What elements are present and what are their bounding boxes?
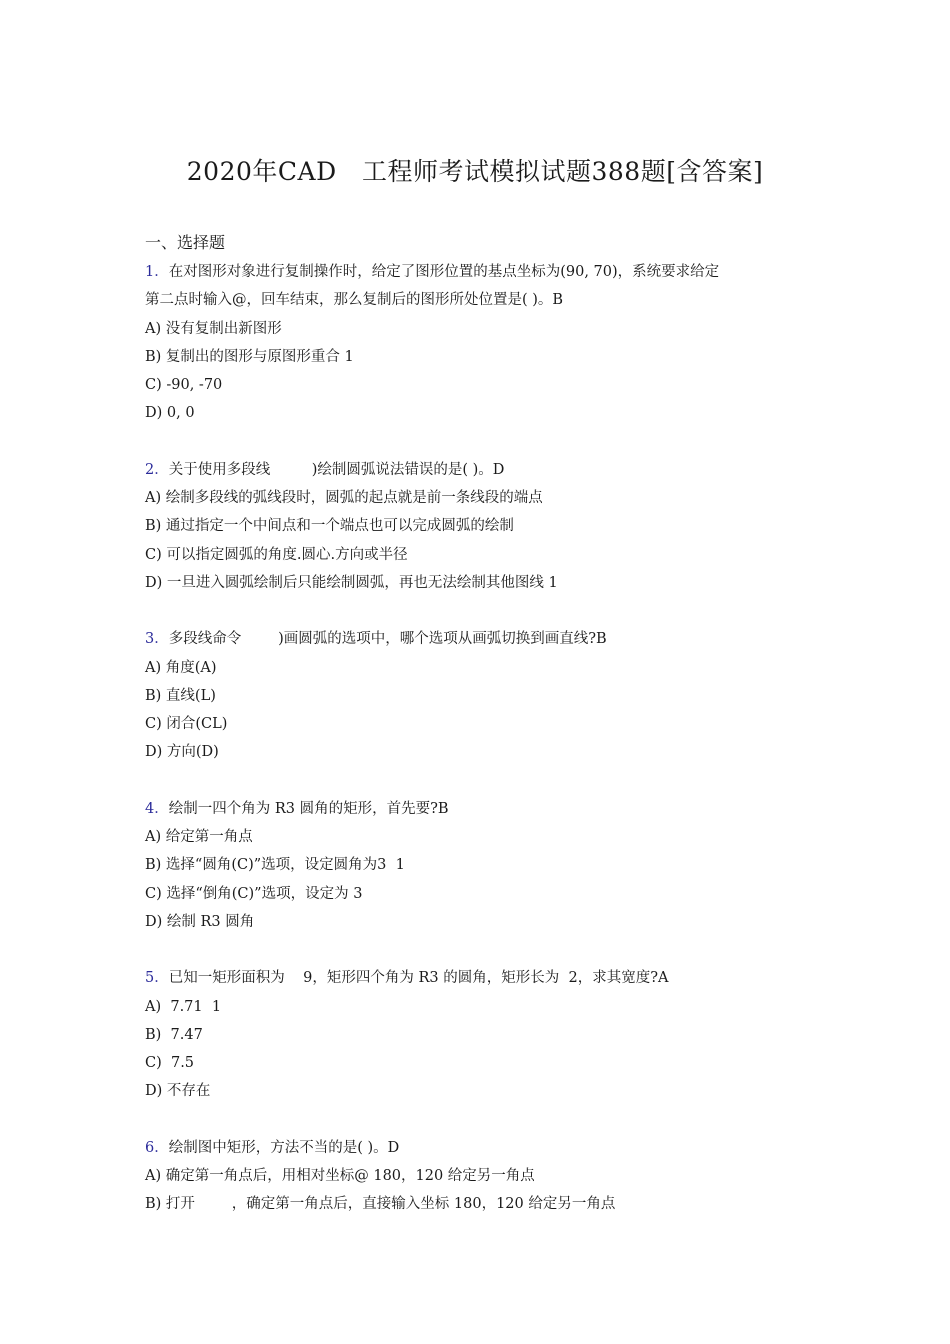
option-b: B) 通过指定一个中间点和一个端点也可以完成圆弧的绘制: [145, 518, 514, 535]
question-number: 2．: [145, 461, 169, 478]
question-stem: [145, 625, 825, 653]
question-4: [145, 795, 825, 936]
option-c: C) 可以指定圆弧的角度.圆心.方向或半径: [145, 546, 408, 563]
question-stem: [145, 456, 825, 484]
option-a: A) 角度(A): [145, 659, 217, 676]
option-b: B) 选择“圆角(C)”选项，设定圆角为3 1: [145, 857, 405, 874]
option-d: D) 绘制 R3 圆角: [145, 913, 255, 930]
question-stem: [145, 795, 825, 823]
option-d: D) 一旦进入圆弧绘制后只能绘制圆弧，再也无法绘制其他图线 1: [145, 574, 558, 591]
question-number: 4．: [145, 800, 169, 817]
option-a: A) 确定第一角点后，用相对坐标@ 180，120 给定另一角点: [145, 1168, 535, 1185]
option-a: A) 给定第一角点: [145, 829, 253, 846]
question-3: [145, 625, 825, 766]
option-a: A) 没有复制出新图形: [145, 320, 282, 337]
option-b: B) 复制出的图形与原图形重合 1: [145, 348, 354, 365]
question-1: [145, 258, 825, 428]
option-d: D) 不存在: [145, 1083, 211, 1100]
question-number: 5．: [145, 970, 169, 987]
question-2: [145, 456, 825, 597]
option-d: D) 方向(D): [145, 744, 219, 761]
question-text: 关于使用多段线 )绘制圆弧说法错误的是( )。D: [168, 461, 505, 478]
question-number: 3．: [145, 631, 169, 648]
question-text: 在对图形对象进行复制操作时，给定了图形位置的基点坐标为(90, 70)，系统要求给定: [168, 264, 720, 280]
question-text-continued: 第二点时输入@，回车结束，那么复制后的图形所处位置是( )。B: [145, 292, 564, 309]
option-c: C) 闭合(CL): [145, 716, 228, 733]
question-6: [145, 1134, 825, 1219]
section-heading: 一、选择题: [145, 233, 226, 252]
question-number: 1．: [145, 264, 169, 280]
option-c: C) 7.5: [145, 1055, 195, 1072]
question-stem: [145, 1134, 825, 1162]
document-title: 2020年CAD 工程师考试模拟试题388题[含答案]: [186, 157, 764, 186]
question-text: 已知一矩形面积为 9，矩形四个角为 R3 的圆角，矩形长为 2，求其宽度?A: [168, 970, 669, 987]
question-text: 绘制图中矩形，方法不当的是( )。D: [168, 1139, 400, 1156]
option-d: D) 0, 0: [145, 405, 195, 422]
option-a: A) 绘制多段线的弧线段时，圆弧的起点就是前一条线段的端点: [145, 490, 543, 507]
option-b: B) 打开 ，确定第一角点后，直接输入坐标 180，120 给定另一角点: [145, 1196, 616, 1213]
question-number: 6．: [145, 1139, 169, 1156]
question-text: 绘制一四个角为 R3 圆角的矩形，首先要?B: [168, 800, 449, 817]
question-list: [145, 230, 825, 1247]
question-text: 多段线命令 )画圆弧的选项中，哪个选项从画弧切换到画直线?B: [168, 631, 607, 648]
option-c: C) 选择“倒角(C)”选项，设定为 3: [145, 885, 363, 902]
option-a: A) 7.71 1: [145, 998, 222, 1015]
question-stem: [145, 258, 825, 286]
option-b: B) 7.47: [145, 1026, 203, 1043]
option-b: B) 直线(L): [145, 687, 216, 704]
option-c: C) -90, -70: [145, 377, 223, 394]
question-5: [145, 964, 825, 1105]
question-stem: [145, 964, 825, 992]
